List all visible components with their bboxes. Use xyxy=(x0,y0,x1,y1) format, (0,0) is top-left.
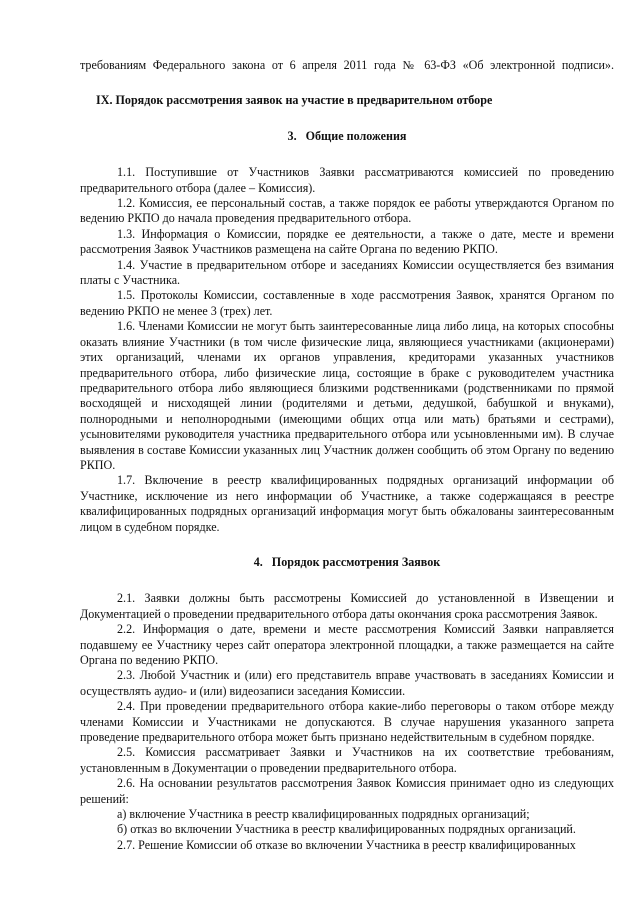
section-3-heading xyxy=(80,129,614,144)
section-4-heading xyxy=(80,555,614,570)
paragraph-1-3: 1.3. Информация о Комиссии, порядке ее деятельности, а также о дате, месте и времени рассмотрения Заявок Участников размещена на сайте Органа по ведению РКПО. xyxy=(80,226,614,257)
paragraph-1-2: 1.2. Комиссия, ее персональный состав, а также порядок ее работы утверждаются Органом по ведению РКПО до начала проведения предварительного отбора. xyxy=(80,196,614,226)
list-item-b: б) отказ во включении Участника в реестр квалифицированных подрядных организаций. xyxy=(117,822,576,837)
section-3-title: Общие положения xyxy=(305,128,407,143)
paragraph-2-2: 2.2. Информация о дате, времени и месте рассмотрения Комиссий Заявки направляется подавшему ее Участнику через сайт оператора электронной площадки, а также размещается на сайте Органа по ведению РКПО. xyxy=(80,622,614,667)
paragraph-2-6: 2.6. На основании результатов рассмотрения Заявок Комиссия принимает одно из следующих решений: xyxy=(80,776,614,806)
paragraph-2-5: 2.5. Комиссия рассматривает Заявки и Участников на их соответствие требованиям, установленным в Документации о проведении предварительного отбора. xyxy=(80,745,614,775)
section-3-body xyxy=(80,165,614,535)
section-4-title: Порядок рассмотрения Заявок xyxy=(271,554,441,569)
paragraph-2-1: 2.1. Заявки должны быть рассмотрены Комиссией до установленной в Извещении и Документацией о проведении предварительного отбора даты окончания срока рассмотрения Заявок. xyxy=(80,591,614,621)
section-4-number: 4. xyxy=(253,554,263,569)
paragraph-1-4: 1.4. Участие в предварительном отборе и заседаниях Комиссии осуществляется без взимания платы с Участника. xyxy=(80,257,614,288)
list-item-a: а) включение Участника в реестр квалифицированных подрядных организаций; xyxy=(117,807,530,822)
paragraph-2-4: 2.4. При проведении предварительного отбора какие-либо переговоры о таком отборе между членами Комиссии и Участниками не допускаются. В случае нарушения указанного запрета проведение предварительного отбора может быть признано недействительным в судебном порядке. xyxy=(80,699,614,745)
section-4-body xyxy=(80,591,614,853)
section-3-number: 3. xyxy=(287,128,297,143)
paragraph-2-7: 2.7. Решение Комиссии об отказе во включении Участника в реестр квалифицированных xyxy=(117,837,576,852)
paragraph-1-1: 1.1. Поступившие от Участников Заявки рассматриваются комиссией по проведению предварительного отбора (далее – Комиссия). xyxy=(80,165,614,195)
paragraph-1-6: 1.6. Членами Комиссии не могут быть заинтересованные лица либо лица, на которых способны оказать влияние Участники (в том числе физические лица, являющиеся участниками (акционерами) этих организаций, членами их органов управления, кредиторами указанных участников предварительного отбора, либо физические лица, состоящие в браке с руководителем участника предварительного отбора либо являющиеся близкими родственниками (родственниками по прямой восходящей и нисходящей линии (родителями и детьми, дедушкой, бабушкой и внуками), полнородными и неполнородными (имеющими общих отца или мать) братьями и сестрами), усыновителями руководителя участника предварительного отбора или усыновленными им). В случае выявления в составе Комиссии указанных лиц Участник должен сообщить об этом Органу по ведению РКПО. xyxy=(80,319,614,472)
chapter-title: IX. Порядок рассмотрения заявок на участие в предварительном отборе xyxy=(96,93,493,108)
paragraph-1-7: 1.7. Включение в реестр квалифицированных подрядных организаций информации об Участнике, исключение из него информации об Участнике, а также содержащаяся в реестре квалифицированных подрядных организаций информация могут быть обжалованы заинтересованным лицом в судебном порядке. xyxy=(80,473,614,534)
paragraph-2-3: 2.3. Любой Участник и (или) его представитель вправе участвовать в заседаниях Комиссии и осуществлять аудио- и (или) видеозаписи заседания Комиссии. xyxy=(80,668,614,698)
paragraph-1-5: 1.5. Протоколы Комиссии, составленные в ходе рассмотрения Заявок, хранятся Органом по ведению РКПО не менее 3 (трех) лет. xyxy=(80,288,614,318)
lead-line: требованиям Федерального закона от 6 апреля 2011 года № 63-ФЗ «Об электронной подписи». xyxy=(80,58,614,72)
